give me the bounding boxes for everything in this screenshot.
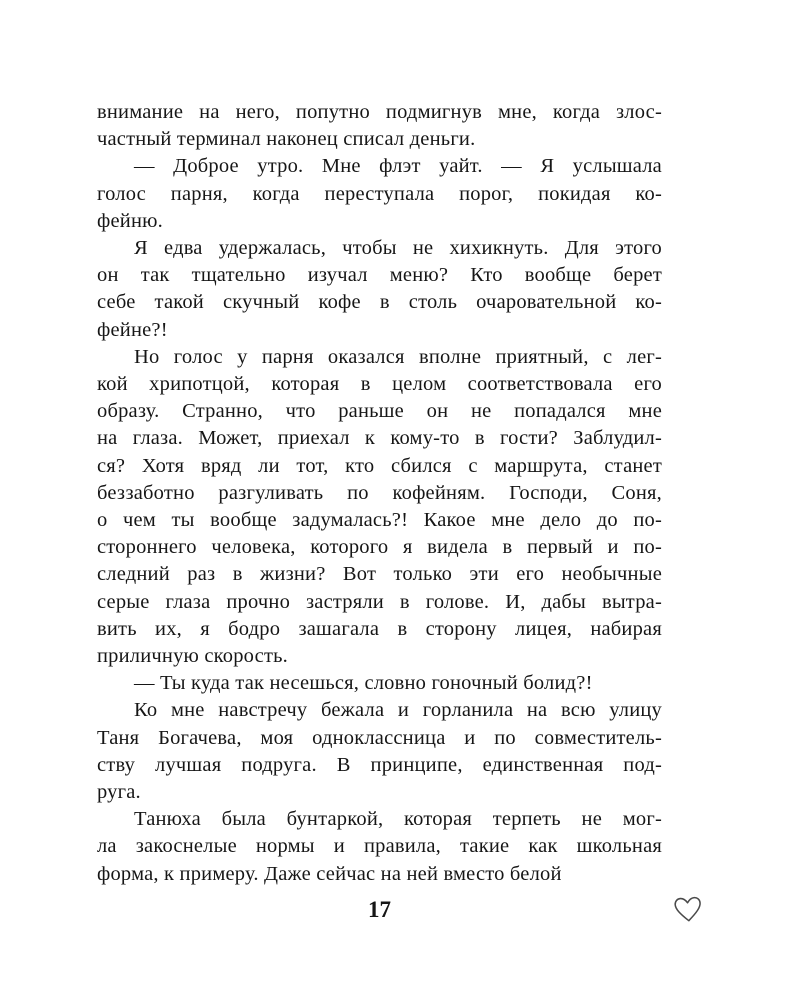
heart-outline-icon	[672, 895, 704, 923]
text-line: форма, к примеру. Даже сейчас на ней вместо белой	[97, 862, 562, 885]
paragraph	[97, 344, 662, 670]
text-line: приличную скорость.	[97, 645, 288, 668]
text-line: Я едва удержалась, чтобы не хихикнуть. Для этого	[134, 237, 662, 260]
text-line: ству лучшая подруга. В принципе, единственная под-	[97, 753, 662, 776]
text-line: кой хрипотцой, которая в целом соответствовала его	[97, 373, 662, 396]
text-line: образу. Странно, что раньше он не попадался мне	[97, 400, 662, 423]
text-line: Ко мне навстречу бежала и горланила на всю улицу	[134, 699, 662, 722]
text-line: вить их, я бодро зашагала в сторону лицея, набирая	[97, 617, 662, 640]
page-number: 17	[368, 897, 391, 922]
paragraph	[97, 806, 662, 888]
text-line: он так тщательно изучал меню? Кто вообще берет	[97, 264, 662, 287]
text-line: частный терминал наконец списал деньги.	[97, 128, 476, 151]
text-line: — Ты куда так несешься, словно гоночный болид?!	[134, 672, 593, 695]
text-line: о чем ты вообще задумалась?! Какое мне дело до по-	[97, 509, 662, 532]
paragraph	[97, 697, 662, 806]
text-line: на глаза. Может, приехал к кому-то в гости? Заблудил-	[97, 427, 662, 450]
text-line: Танюха была бунтаркой, которая терпеть не мог-	[134, 808, 662, 831]
text-line: серые глаза прочно застряли в голове. И, дабы вытра-	[97, 590, 662, 613]
text-line: себе такой скучный кофе в столь очаровательной ко-	[97, 291, 662, 314]
paragraph	[97, 235, 662, 344]
text-block	[97, 99, 662, 888]
text-line: беззаботно разгуливать по кофейням. Господи, Соня,	[97, 481, 662, 504]
text-line: Таня Богачева, моя одноклассница и по совместитель-	[97, 726, 662, 749]
text-line: стороннего человека, которого я видела в первый и по-	[97, 536, 662, 559]
text-line: внимание на него, попутно подмигнув мне, когда злос-	[97, 101, 662, 123]
paragraph	[97, 99, 662, 153]
text-line: — Доброе утро. Мне флэт уайт. — Я услышала	[134, 155, 662, 178]
paragraph	[97, 670, 662, 697]
text-line: Но голос у парня оказался вполне приятный, с лег-	[134, 345, 662, 368]
text-line: фейне?!	[97, 318, 168, 341]
text-line: ла закоснелые нормы и правила, такие как школьная	[97, 835, 662, 858]
text-line: следний раз в жизни? Вот только эти его необычные	[97, 563, 662, 586]
text-line: руга.	[97, 781, 141, 804]
text-line: голос парня, когда переступала порог, покидая ко-	[97, 182, 662, 205]
text-line: фейню.	[97, 209, 163, 232]
paragraph	[97, 153, 662, 235]
text-line: ся? Хотя вряд ли тот, кто сбился с маршрута, станет	[97, 454, 662, 477]
